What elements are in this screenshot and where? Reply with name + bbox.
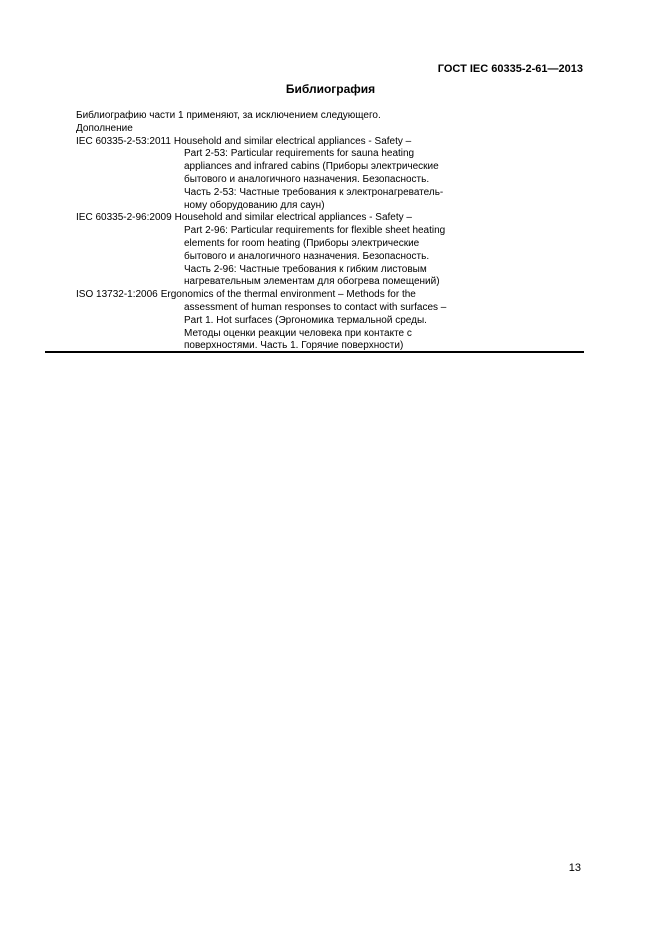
reference-line: appliances and infrared cabins (Приборы электрические xyxy=(184,161,439,173)
page-number: 13 xyxy=(568,862,581,874)
addition-label: Дополнение xyxy=(76,122,133,134)
reference-line: Household and similar electrical appliances - Safety – xyxy=(174,212,412,224)
reference-line: Методы оценки реакции человека при контакте с xyxy=(184,327,412,339)
reference-line: Ergonomics of the thermal environment – Methods for the xyxy=(160,289,416,301)
bibliography-body xyxy=(76,110,596,353)
reference-code: IEC 60335-2-96:2009 xyxy=(76,212,172,224)
divider-rule xyxy=(45,351,584,353)
reference-line: elements for room heating (Приборы электрические xyxy=(184,237,420,249)
reference-line: бытового и аналогичного назначения. Безопасность. xyxy=(184,250,430,262)
reference-line: поверхностями. Часть 1. Горячие поверхности) xyxy=(184,340,404,352)
reference-line: нагревательным элементам для обогрева помещений) xyxy=(184,276,440,288)
reference-line: Part 2-96: Particular requirements for flexible sheet heating xyxy=(184,225,446,237)
page-title: Библиография xyxy=(285,82,376,96)
bibliography-entry xyxy=(76,289,596,353)
reference-line: Household and similar electrical appliances - Safety – xyxy=(173,135,412,147)
reference-line: Часть 2-53: Частные требования к электронагреватель- xyxy=(184,186,444,198)
bibliography-entry xyxy=(76,212,596,289)
bibliography-entry xyxy=(76,136,596,213)
reference-line: assessment of human responses to contact with surfaces – xyxy=(184,301,447,313)
reference-line: ному оборудованию для саун) xyxy=(184,199,325,211)
intro-text: Библиографию части 1 применяют, за исключением следующего. xyxy=(76,110,381,121)
reference-code: ISO 13732-1:2006 xyxy=(76,289,158,301)
reference-line: бытового и аналогичного назначения. Безопасность. xyxy=(184,173,430,185)
reference-code: IEC 60335-2-53:2011 xyxy=(76,135,171,147)
reference-line: Part 2-53: Particular requirements for sauna heating xyxy=(184,148,415,160)
document-code: ГОСТ IEC 60335-2-61—2013 xyxy=(437,63,583,75)
reference-line: Part 1. Hot surfaces (Эргономика термальной среды. xyxy=(184,314,427,326)
reference-line: Часть 2-96: Частные требования к гибким листовым xyxy=(184,263,427,275)
